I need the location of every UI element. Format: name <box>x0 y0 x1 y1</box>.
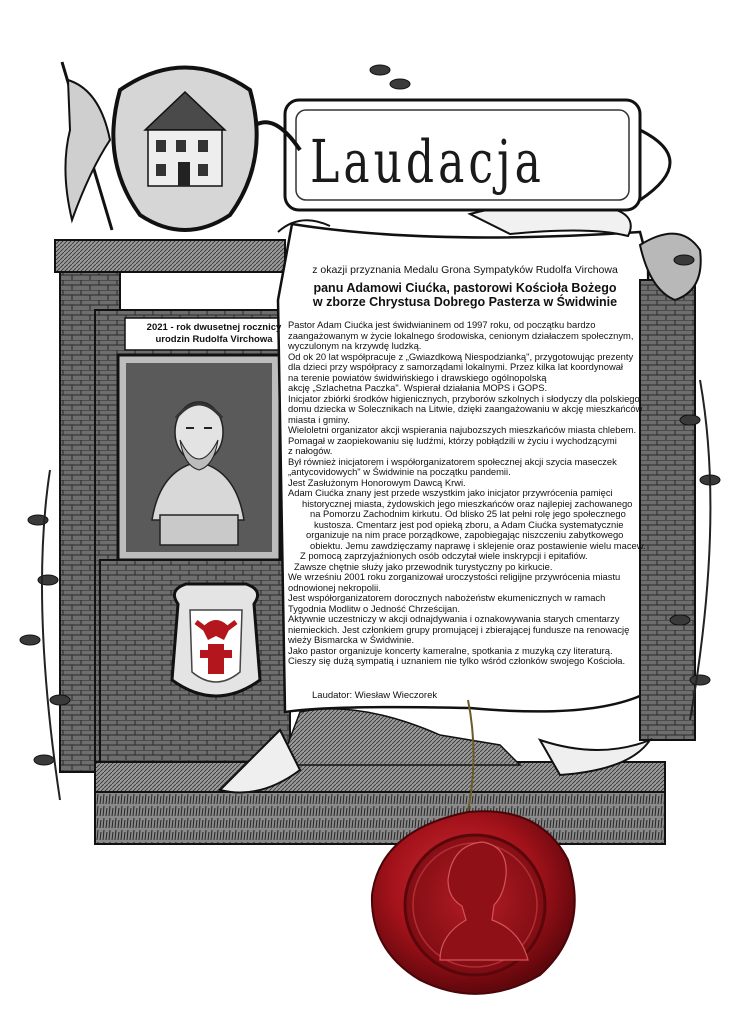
body-line: akcję „Szlachetna Paczka". Wspierał działania MOPS i GOPS. <box>288 382 548 393</box>
document-title: Laudacja <box>310 128 545 197</box>
body-line: historycznej miasta, żydowskich jego mieszkańców oraz najlepiej zachowanego <box>302 497 633 509</box>
body-line: wieży Bismarcka w Świdwinie. <box>288 634 415 645</box>
body-line: Tygodnia Modlitw o Jedność Chrześcijan. <box>288 602 460 614</box>
body-line: Był również inicjatorem i współorganizatorem społecznej akcji szycia maseczek <box>288 455 617 467</box>
laudator-signature: Laudator: Wiesław Wieczorek <box>312 690 438 701</box>
anniversary-caption <box>128 322 300 346</box>
body-line: Jest Zasłużonym Honorowym Dawcą Krwi. <box>288 476 466 488</box>
body-line: domu dziecka w Solecznikach na Litwie, dzięki zaangażowaniu w akcję mieszkańców <box>288 403 643 414</box>
anniversary-line-2: urodzin Rudolfa Virchowa <box>155 334 273 345</box>
wax-seal <box>372 811 575 994</box>
body-line: Pastor Adam Ciućka jest świdwianinem od 1997 roku, od początku bardzo <box>288 319 596 330</box>
recipient-line-1: panu Adamowi Ciućka, pastorowi Kościoła Bożego <box>313 281 617 295</box>
body-line: wyczulonym na krzywdę ludzką. <box>288 340 422 351</box>
recipient-heading <box>290 281 640 309</box>
body-line: Z pomocą zaprzyjaźnionych osób odczytał wiele inskrypcji i epitafiów. <box>300 550 588 561</box>
body-line: dla dzieci przy współpracy z samorządami lokalnymi. Przez kilka lat koordynował <box>288 361 624 372</box>
body-line: Jako pastor organizuje koncerty kameralne, spotkania z muzyką czy literaturą. <box>288 644 613 656</box>
coat-of-arms-crest <box>172 584 260 696</box>
occasion-line: z okazji przyznania Medalu Grona Sympatyków Rudolfa Virchowa <box>312 264 618 276</box>
base-grass <box>95 792 665 844</box>
body-line: miasta i gminy. <box>288 413 350 425</box>
body-line: Adam Ciućka znany jest przede wszystkim jako inicjator przywrócenia pamięci <box>288 487 613 498</box>
body-line: Pomagał w zaopiekowaniu się ludźmi, którzy pobłądzili w życiu i wychodzącymi <box>288 434 617 446</box>
body-line: Cieszy się dużą sympatią i uznaniem nie tylko wśród członków swojego Kościoła. <box>288 655 626 666</box>
body-line: obiektu. Jemu zawdzięczamy naprawę i sklejenie oraz postawienie wielu macew. <box>310 539 646 551</box>
body-line: Zawsze chętnie służy jako przewodnik turystyczny po kirkucie. <box>294 560 553 572</box>
left-cornice <box>55 240 285 272</box>
body-line: Od ok 20 lat współpracuje z „Gwiazdkową Niespodzianką", przygotowując prezenty <box>288 350 634 362</box>
recipient-line-2: w zborze Chrystusa Dobrego Pasterza w Świdwinie <box>312 295 618 309</box>
body-line: organizuje na nim prace porządkowe, zapobiegając niszczeniu zabytkowego <box>306 529 624 540</box>
body-line: We wrześniu 2001 roku zorganizował uroczystości religijne przywrócenia miastu <box>288 571 621 582</box>
body-line: kustosza. Cmentarz jest pod opieką zboru, a Adam Ciućka systematycznie <box>314 518 624 530</box>
body-line: Inicjator zbiórki środków higienicznych, przyborów szkolnych i słodyczy dla polskiego <box>288 392 640 404</box>
body-line: odnowionej nekropolii. <box>288 581 381 593</box>
body-line: Aktywnie uczestniczy w akcji odnajdywania i oznakowywania starych cmentarzy <box>288 613 620 624</box>
laudation-body <box>288 320 664 667</box>
body-line: z nałogów. <box>288 445 333 456</box>
house-medallion <box>113 68 256 231</box>
body-line: Wieloletni organizator akcji wspierania najubozszych mieszkańców miasta chlebem. <box>288 424 637 435</box>
body-line: niemieckich. Jest członkiem grupy promującej i zbierającej fundusze na renowację <box>288 623 630 635</box>
body-line: na Pomorzu Zachodnim kirkutu. Od blisko 25 lat pełni rolę jego społecznego <box>310 508 626 519</box>
body-line: Jest współorganizatorem dorocznych nabożeństw ekumenicznych w ramach <box>288 592 606 603</box>
anniversary-line-1: 2021 - rok dwusetnej rocznicy <box>146 322 282 333</box>
body-line: na terenie powiatów świdwińskiego i drawskiego ogólnopolską <box>288 371 547 383</box>
body-line: zaangażowanym w życie lokalnego środowiska, cenionym działaczem społecznym, <box>288 329 634 341</box>
body-line: „antycovidowych" w Świdwinie na początku pandemii. <box>288 466 511 477</box>
